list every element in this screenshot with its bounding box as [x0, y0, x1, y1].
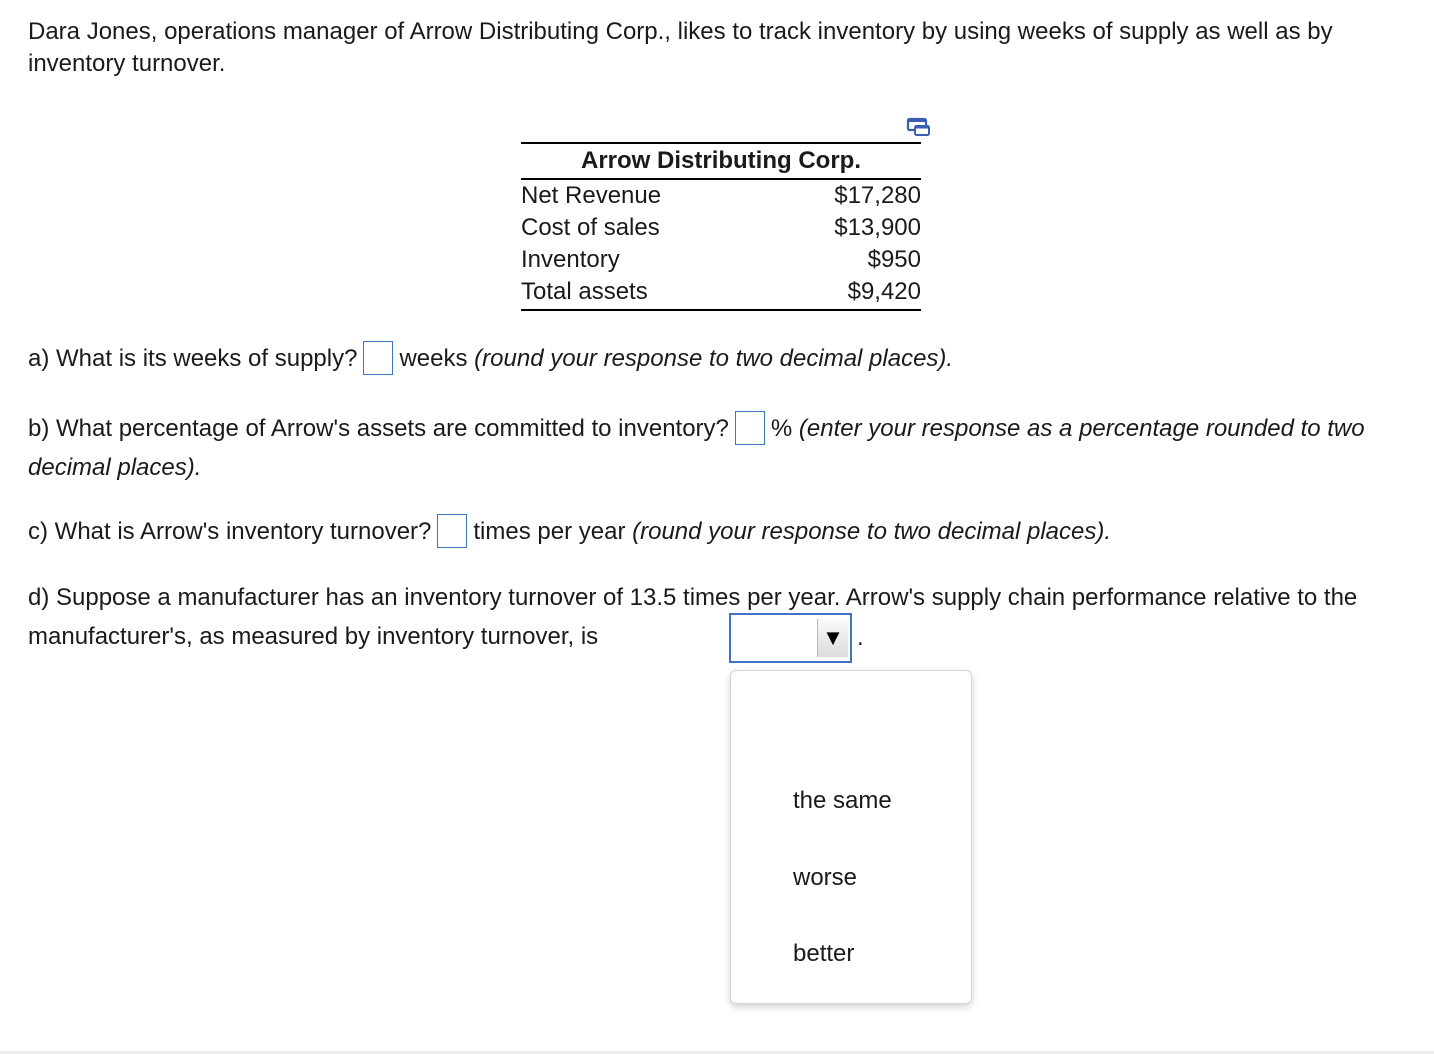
data-table — [521, 142, 921, 311]
question-a-note: (round your response to two decimal places). — [474, 345, 954, 372]
row-value: $17,280 — [834, 182, 921, 209]
question-d — [28, 578, 1408, 656]
question-d-text: d) Suppose a manufacturer has an inventory turnover of 13.5 times per year. Arrow's supply chain performance relative to the manufacturer's, as measured by inventory turnover, is — [28, 584, 1358, 650]
inventory-turnover-input[interactable] — [437, 514, 467, 548]
row-value: $950 — [867, 246, 921, 273]
question-b-text: b) What percentage of Arrow's assets are committed to inventory? — [28, 415, 729, 442]
table-title: Arrow Distributing Corp. — [521, 144, 921, 180]
option-better[interactable]: better — [793, 940, 855, 967]
question-c-note: (round your response to two decimal places). — [632, 518, 1112, 545]
table-row — [521, 180, 921, 212]
option-worse[interactable]: worse — [793, 864, 858, 891]
row-label: Inventory — [521, 246, 620, 273]
row-label: Net Revenue — [521, 182, 662, 209]
dropdown-arrow-icon[interactable]: ▼ — [817, 619, 848, 657]
question-c — [28, 512, 1418, 551]
performance-select[interactable] — [729, 613, 852, 663]
popout-icon[interactable] — [906, 116, 932, 138]
question-a-unit: weeks — [399, 345, 468, 372]
question-c-unit: times per year — [473, 518, 626, 545]
question-d-period: . — [857, 624, 864, 651]
table-row — [521, 276, 921, 309]
question-a-text: a) What is its weeks of supply? — [28, 345, 358, 372]
inventory-percentage-input[interactable] — [735, 411, 765, 445]
weeks-of-supply-input[interactable] — [363, 341, 393, 375]
question-a — [28, 339, 1418, 378]
question-b — [28, 409, 1418, 487]
question-c-text: c) What is Arrow's inventory turnover? — [28, 518, 432, 545]
row-value: $9,420 — [847, 278, 921, 305]
table-row — [521, 212, 921, 244]
row-label: Total assets — [521, 278, 648, 305]
table-row — [521, 244, 921, 276]
row-label: Cost of sales — [521, 214, 660, 241]
option-the-same[interactable]: the same — [793, 787, 892, 814]
question-b-unit: % — [770, 415, 793, 442]
row-value: $13,900 — [834, 214, 921, 241]
problem-intro: Dara Jones, operations manager of Arrow Distributing Corp., likes to track inventory by using weeks of supply as well as by inventory turnover. — [28, 18, 1333, 77]
performance-dropdown-menu — [730, 670, 972, 1004]
question-b-note: (enter your response as a percentage rounded to two decimal places). — [28, 415, 1365, 481]
